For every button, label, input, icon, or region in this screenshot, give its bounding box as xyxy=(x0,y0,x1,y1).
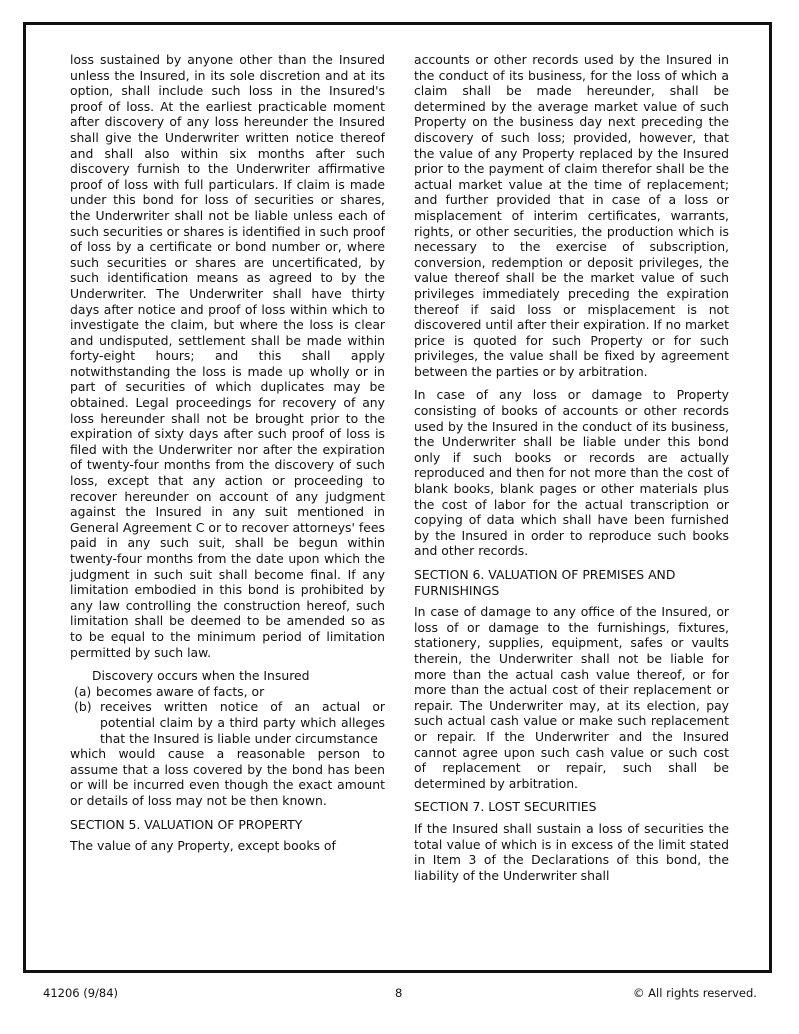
list-item-text: receives written notice of an actual or potential claim by a third party which alleges that the Insured is liable under circumstance xyxy=(100,699,385,746)
section6-heading: SECTION 6. VALUATION OF PREMISES AND FURNISHINGS xyxy=(414,567,676,598)
list-item-text: becomes aware of facts, or xyxy=(96,683,265,699)
copyright-notice: © All rights reserved. xyxy=(633,986,757,1000)
paragraph-discovery-continuation: which would cause a reasonable person to assume that a loss covered by the bond has been or will be incurred even though the exact amount or details of loss may not be then known. xyxy=(70,746,385,808)
paragraph-section6: In case of damage to any office of the Insured, or loss of or damage to the furnishings, fixtures, stationery, supplies, equipment, safes or vaults therein, the Underwriter shall not be liable for more than the actual cash value thereof, or for more than the actual cost of their replacement or repair. The Underwriter may, at its election, pay such actual cash value or make such replacement or repair. If the Underwriter and the Insured cannot agree upon such cash value or such cost of replacement or repair, such shall be determined by arbitration. xyxy=(414,604,729,791)
list-item xyxy=(70,699,385,746)
right-column xyxy=(414,52,729,891)
discovery-intro: Discovery occurs when the Insured xyxy=(92,668,310,684)
page-number: 8 xyxy=(395,986,403,1000)
list-item-label: (a) xyxy=(74,683,92,699)
paragraph-books-records: In case of any loss or damage to Property consisting of books of accounts or other records used by the Insured in the conduct of its business, the Underwriter shall be liable under this bond only if such books or records are actually reproduced and then for not more than the cost of blank books, blank pages or other materials plus the cost of labor for the actual transcription or copying of data which shall have been furnished by the Insured in order to reproduce such books and other records. xyxy=(414,387,729,559)
list-item xyxy=(70,684,385,700)
paragraph-section5-start: The value of any Property, except books of xyxy=(70,838,336,854)
section5-heading: SECTION 5. VALUATION OF PROPERTY xyxy=(70,816,303,832)
form-number: 41206 (9/84) xyxy=(43,986,119,1000)
list-item-label: (b) xyxy=(74,699,92,715)
left-column xyxy=(70,52,385,862)
section7-heading: SECTION 7. LOST SECURITIES xyxy=(414,799,597,815)
paragraph-section7: If the Insured shall sustain a loss of securities the total value of which is in excess of the limit stated in Item 3 of the Declarations of this bond, the liability of the Underwriter shall xyxy=(414,820,729,883)
discovery-list xyxy=(70,684,385,746)
paragraph-section5-continued: accounts or other records used by the Insured in the conduct of its business, for the loss of which a claim shall be made hereunder, shall be determined by the average market value of such Property on the business day next preceding the discovery of such loss; provided, however, that the value of any Property replaced by the Insured prior to the payment of claim therefor shall be the actual market value at the time of replacement; and further provided that in case of a loss or misplacement of interim certificates, warrants, rights, or other securities, the production which is necessary to the exercise of subscription, conversion, redemption or deposit privileges, the value thereof shall be the market value of such privileges immediately preceding the expiration thereof if said loss or misplacement is not discovered until after their expiration. If no market price is quoted for such Property or for such privileges, the value shall be fixed by agreement between the parties or by arbitration. xyxy=(414,52,729,379)
paragraph-proof-of-loss: loss sustained by anyone other than the Insured unless the Insured, in its sole discretion and at its option, shall include such loss in the Insured's proof of loss. At the earliest practicable moment after discovery of any loss hereunder the Insured shall give the Underwriter written notice thereof and shall also within six months after such discovery furnish to the Underwriter affirmative proof of loss with full particulars. If claim is made under this bond for loss of securities or shares, the Underwriter shall not be liable unless each of such securities or shares is identified in such proof of loss by a certificate or bond number or, where such securities or shares are uncertificated, by such identification means as agreed to by the Underwriter. The Underwriter shall have thirty days after notice and proof of loss within which to investigate the claim, but where the loss is clear and undisputed, settlement shall be made within forty-eight hours; and this shall apply notwithstanding the loss is made up wholly or in part of securities of which duplicates may be obtained. Legal proceedings for recovery of any loss hereunder shall not be brought prior to the expiration of sixty days after such proof of loss is filed with the Underwriter nor after the expiration of twenty-four months from the discovery of such loss, except that any action or proceeding to recover hereunder on account of any judgment against the Insured in any suit mentioned in General Agreement C or to recover attorneys' fees paid in any such suit, shall be begun within twenty-four months from the date upon which the judgment in such suit shall become final. If any limitation embodied in this bond is prohibited by any law controlling the construction hereof, such limitation shall be deemed to be amended so as to be equal to the minimum period of limitation permitted by such law. xyxy=(70,52,385,660)
